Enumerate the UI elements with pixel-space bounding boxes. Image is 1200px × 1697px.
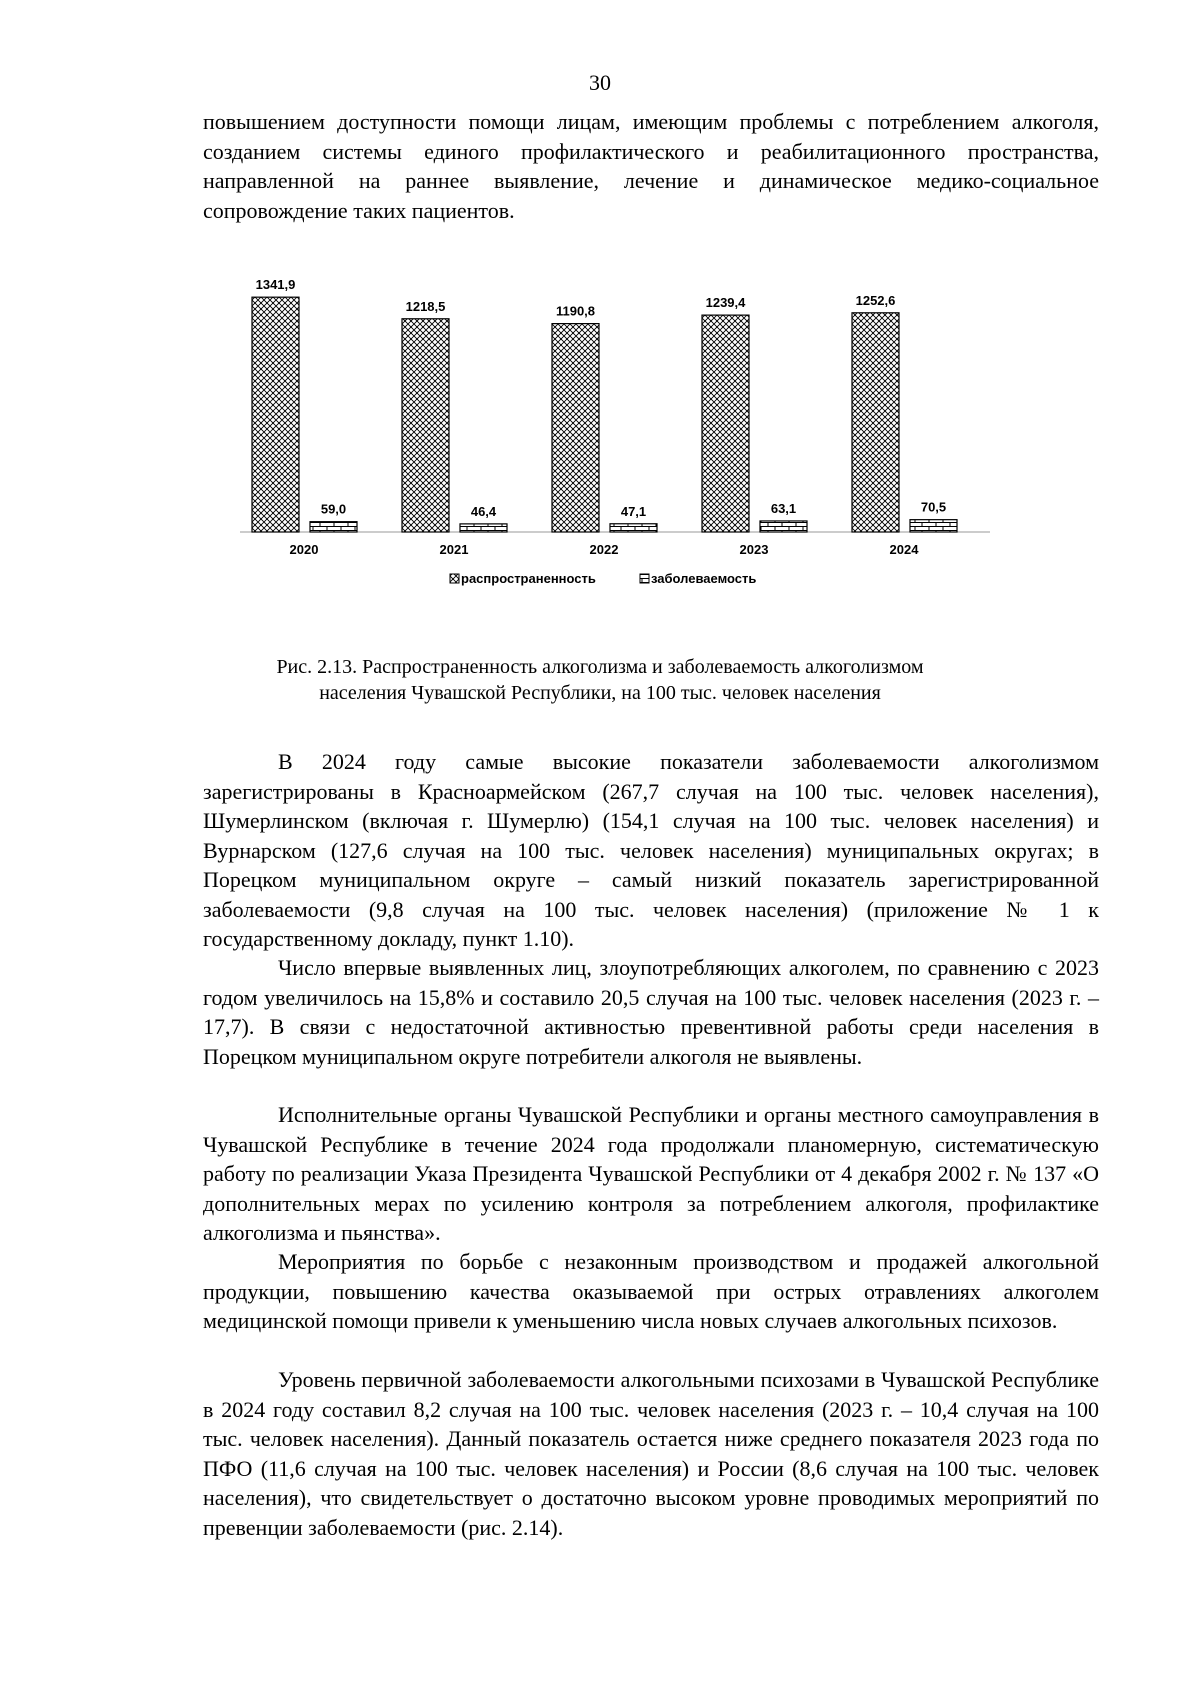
data-label-incidence-2024: 70,5 bbox=[920, 499, 947, 515]
intro-paragraph: повышением доступности помощи лицам, имеющим проблемы с потреблением алкоголя, созданием системы единого профилактического и реабилитационного пространства, направленной на раннее выявление, лечение и динамическое медико-социальное сопровождение таких пациентов. bbox=[203, 109, 1099, 223]
bar-prevalence-2023 bbox=[702, 315, 749, 532]
data-label-incidence-2023: 63,1 bbox=[770, 500, 797, 516]
data-label-incidence-2022: 47,1 bbox=[620, 503, 647, 519]
bar-prevalence-2024 bbox=[852, 313, 899, 532]
legend-swatch-incidence bbox=[640, 574, 649, 583]
figure-caption bbox=[0, 654, 1200, 706]
legend-label-prevalence: распространенность bbox=[461, 571, 596, 586]
x-tick-label-2021: 2021 bbox=[439, 542, 469, 557]
data-label-incidence-2021: 46,4 bbox=[470, 503, 497, 519]
bar-incidence-2020 bbox=[310, 522, 357, 532]
page-number: 30 bbox=[589, 70, 611, 95]
bar-prevalence-2022 bbox=[552, 324, 599, 532]
legend-swatch-prevalence bbox=[450, 574, 459, 583]
legend-label-incidence: заболеваемость bbox=[651, 571, 757, 586]
data-label-prevalence-2020: 1341,9 bbox=[255, 277, 296, 293]
figure-caption-line-1: Рис. 2.13. Распространенность алкоголизма и заболеваемость алкоголизмом bbox=[276, 656, 924, 678]
data-label-prevalence-2024: 1252,6 bbox=[855, 292, 896, 308]
x-tick-label-2020: 2020 bbox=[289, 542, 319, 557]
data-label-prevalence-2023: 1239,4 bbox=[705, 295, 746, 311]
bar-incidence-2023 bbox=[760, 521, 807, 532]
bar-incidence-2022 bbox=[610, 524, 657, 532]
paragraph-5: Уровень первичной заболеваемости алкогольными психозами в Чувашской Республике в 2024 году составил 8,2 случая на 100 тыс. человек населения (2023 г. – 10,4 случая на 100 тыс. человек населения). Данный показатель остается ниже среднего показателя 2023 года по ПФО (11,6 случая на 100 тыс. человек населения) и России (8,6 случая на 100 тыс. человек населения), что свидетельствует о достаточно высоком уровне проводимых мероприятий по превенции заболеваемости (рис. 2.14). bbox=[203, 1367, 1099, 1540]
data-label-prevalence-2022: 1190,8 bbox=[555, 303, 596, 319]
paragraph-3: Исполнительные органы Чувашской Республики и органы местного самоуправления в Чувашской Республике в течение 2024 года продолжали планомерную, систематическую работу по реализации Указа Президента Чувашской Республики от 4 декабря 2002 г. № 137 «О дополнительных мерах по усилению контроля за потреблением алкоголя, профилактике алкоголизма и пьянства». bbox=[203, 1102, 1099, 1245]
data-label-prevalence-2021: 1218,5 bbox=[405, 298, 446, 314]
bar-incidence-2021 bbox=[460, 524, 507, 532]
bar-chart bbox=[240, 270, 1090, 650]
paragraph-1: В 2024 году самые высокие показатели заболеваемости алкоголизмом зарегистрированы в Красноармейском (267,7 случая на 100 тыс. человек населения), Шумерлинском (включая г. Шумерлю) (154,1 случая на 100 тыс. человек населения) и Вурнарском (127,6 случая на 100 тыс. человек населения) муниципальных округах; в Порецком муниципальном округе – самый низкий показатель зарегистрированной заболеваемости (9,8 случая на 100 тыс. человек населения) (приложение № 1 к государственному докладу, пункт 1.10). bbox=[203, 749, 1099, 951]
bar-prevalence-2020 bbox=[252, 297, 299, 532]
x-tick-label-2023: 2023 bbox=[739, 542, 769, 557]
figure-caption-line-2: населения Чувашской Республики, на 100 тыс. человек населения bbox=[319, 682, 881, 704]
x-tick-label-2022: 2022 bbox=[589, 542, 619, 557]
paragraph-2: Число впервые выявленных лиц, злоупотребляющих алкоголем, по сравнению с 2023 годом увеличилось на 15,8% и составило 20,5 случая на 100 тыс. человек населения (2023 г. – 17,7). В связи с недостаточной активностью превентивной работы среди населения в Порецком муниципальном округе потребители алкоголя не выявлены. bbox=[203, 955, 1099, 1069]
bar-prevalence-2021 bbox=[402, 319, 449, 532]
bar-incidence-2024 bbox=[910, 520, 957, 532]
x-tick-label-2024: 2024 bbox=[889, 542, 919, 557]
data-label-incidence-2020: 59,0 bbox=[320, 501, 347, 517]
paragraph-4: Мероприятия по борьбе с незаконным производством и продажей алкогольной продукции, повышению качества оказываемой при острых отравлениях алкоголем медицинской помощи привели к уменьшению числа новых случаев алкогольных психозов. bbox=[203, 1249, 1099, 1333]
